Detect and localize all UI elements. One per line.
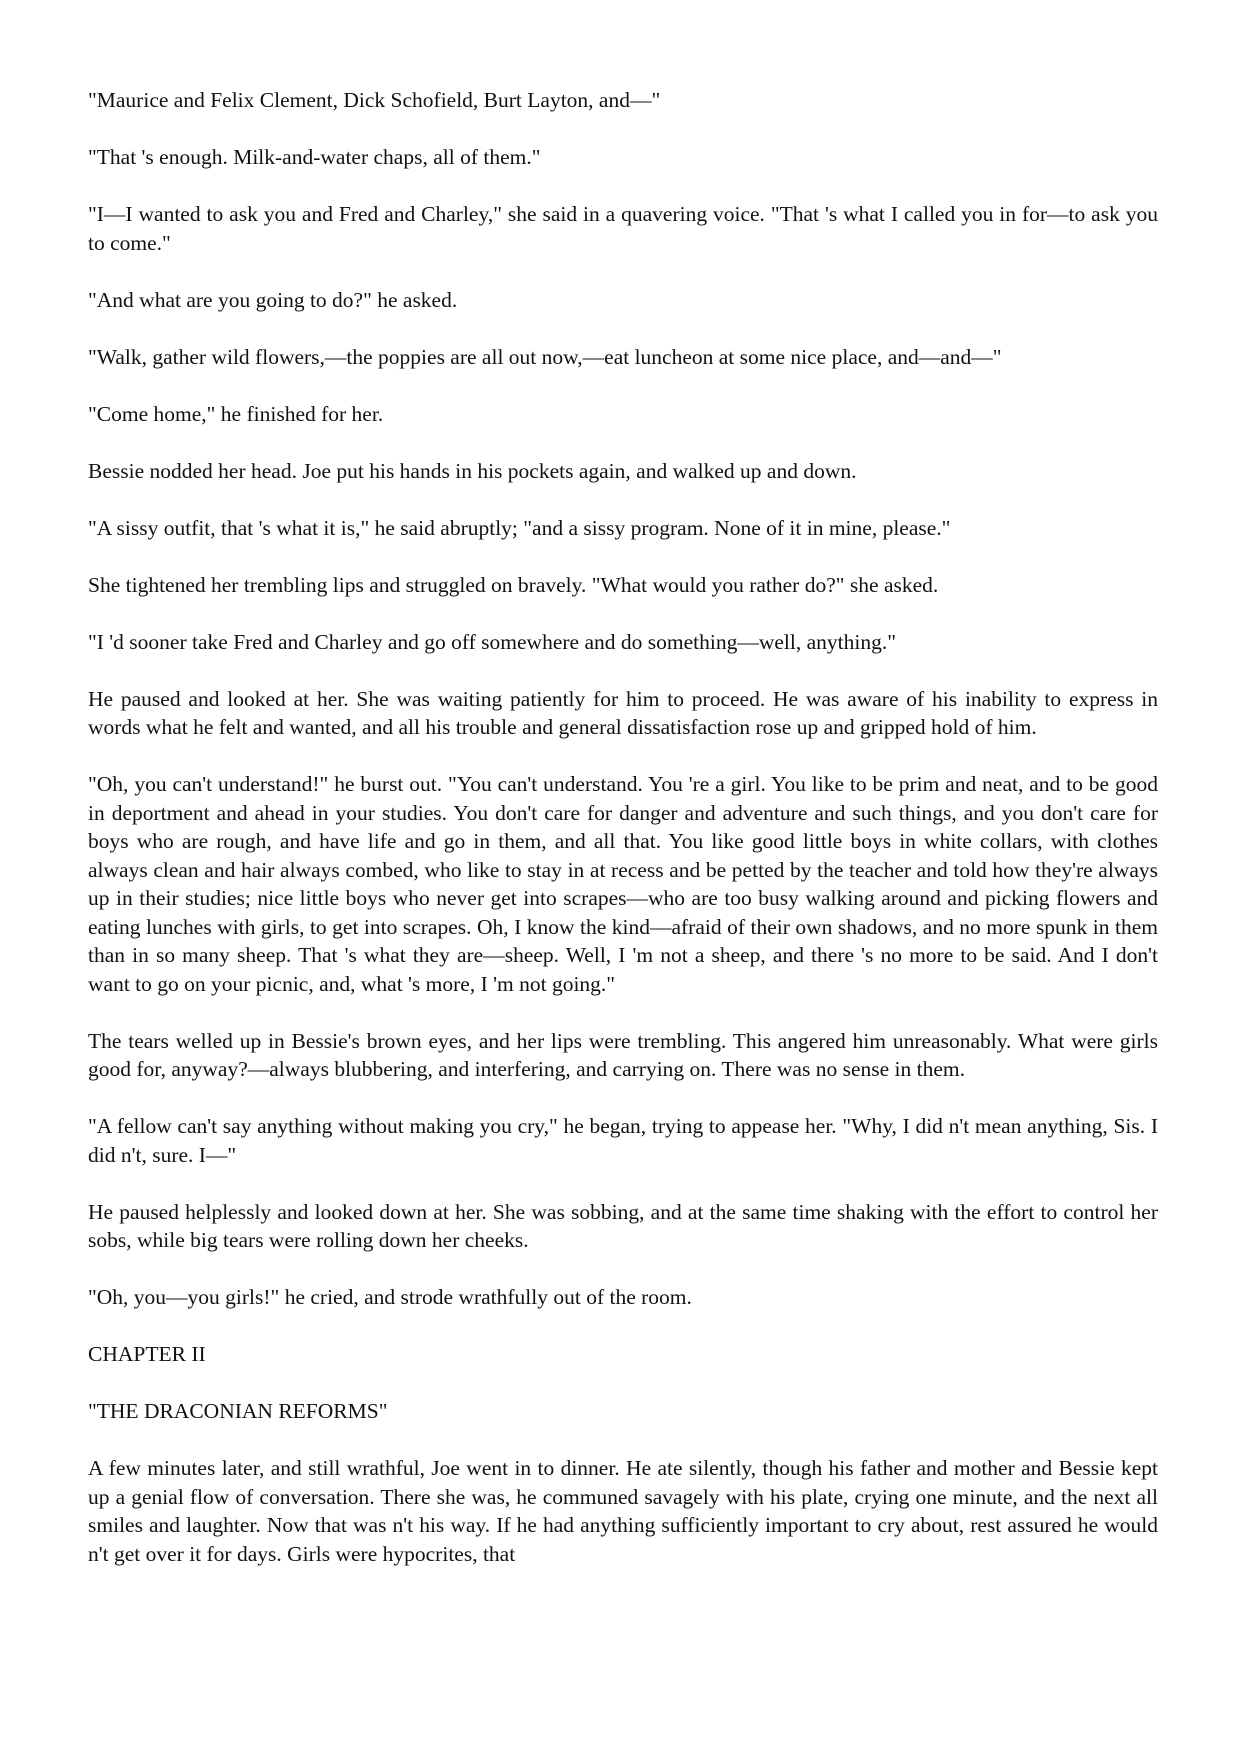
chapter-number: CHAPTER II <box>88 1342 206 1366</box>
paragraph-14: "A fellow can't say anything without making you cry," he began, trying to appease her. "Why, I did n't mean anything, Sis. I did n't, sure. I—" <box>88 1114 1158 1167</box>
paragraph-16: "Oh, you—you girls!" he cried, and strode wrathfully out of the room. <box>88 1285 692 1309</box>
paragraph-5: "Walk, gather wild flowers,—the poppies are all out now,—eat luncheon at some nice place, and—and—" <box>88 344 1002 369</box>
paragraph-17: A few minutes later, and still wrathful, Joe went in to dinner. He ate silently, though his father and mother and Bessie kept up a genial flow of conversation. There she was, he communed savagely with his plate, crying one minute, and the next all smiles and laughter. Now that was n't his way. If he had anything sufficiently important to cry about, rest assured he would n't get over it for days. Girls were hypocrites, that <box>88 1456 1158 1566</box>
paragraph-12: "Oh, you can't understand!" he burst out. "You can't understand. You 're a girl. You like to be prim and neat, and to be good in deportment and ahead in your studies. You don't care for danger and adventure and such things, and you don't care for boys who are rough, and have life and go in them, and all that. You like good little boys in white collars, with clothes always clean and hair always combed, who like to stay in at recess and be petted by the teacher and told how they're always up in their studies; nice little boys who never get into scrapes—who are too busy walking around and picking flowers and eating lunches with girls, to get into scrapes. Oh, I know the kind—afraid of their own shadows, and no more spunk in them than in so many sheep. That 's what they are—sheep. Well, I 'm not a sheep, and there 's no more to be said. And I don't want to go on your picnic, and, what 's more, I 'm not going." <box>88 772 1158 996</box>
chapter-title: "THE DRACONIAN REFORMS" <box>88 1399 388 1423</box>
paragraph-13: The tears welled up in Bessie's brown eyes, and her lips were trembling. This angered him unreasonably. What were girls good for, anyway?—always blubbering, and interfering, and carrying on. There was no sense in them. <box>88 1028 1158 1081</box>
paragraph-9: She tightened her trembling lips and struggled on bravely. "What would you rather do?" she asked. <box>88 572 939 597</box>
paragraph-11: He paused and looked at her. She was waiting patiently for him to proceed. He was aware of his inability to express in words what he felt and wanted, and all his trouble and general dissatisfaction rose up and gripped hold of him. <box>88 686 1158 739</box>
paragraph-4: "And what are you going to do?" he asked. <box>88 287 458 312</box>
paragraph-1: "Maurice and Felix Clement, Dick Schofield, Burt Layton, and—" <box>88 88 661 112</box>
paragraph-15: He paused helplessly and looked down at her. She was sobbing, and at the same time shaking with the effort to control her sobs, while big tears were rolling down her cheeks. <box>88 1199 1158 1252</box>
paragraph-6: "Come home," he finished for her. <box>88 401 384 426</box>
paragraph-8: "A sissy outfit, that 's what it is," he said abruptly; "and a sissy program. None of it in mine, please." <box>88 515 951 540</box>
paragraph-2: "That 's enough. Milk-and-water chaps, all of them." <box>88 145 541 169</box>
paragraph-7: Bessie nodded her head. Joe put his hands in his pockets again, and walked up and down. <box>88 458 857 483</box>
book-page <box>88 86 1158 1597</box>
paragraph-3: "I—I wanted to ask you and Fred and Charley," she said in a quavering voice. "That 's what I called you in for—to ask you to come." <box>88 202 1158 255</box>
paragraph-10: "I 'd sooner take Fred and Charley and go off somewhere and do something—well, anything." <box>88 629 896 654</box>
